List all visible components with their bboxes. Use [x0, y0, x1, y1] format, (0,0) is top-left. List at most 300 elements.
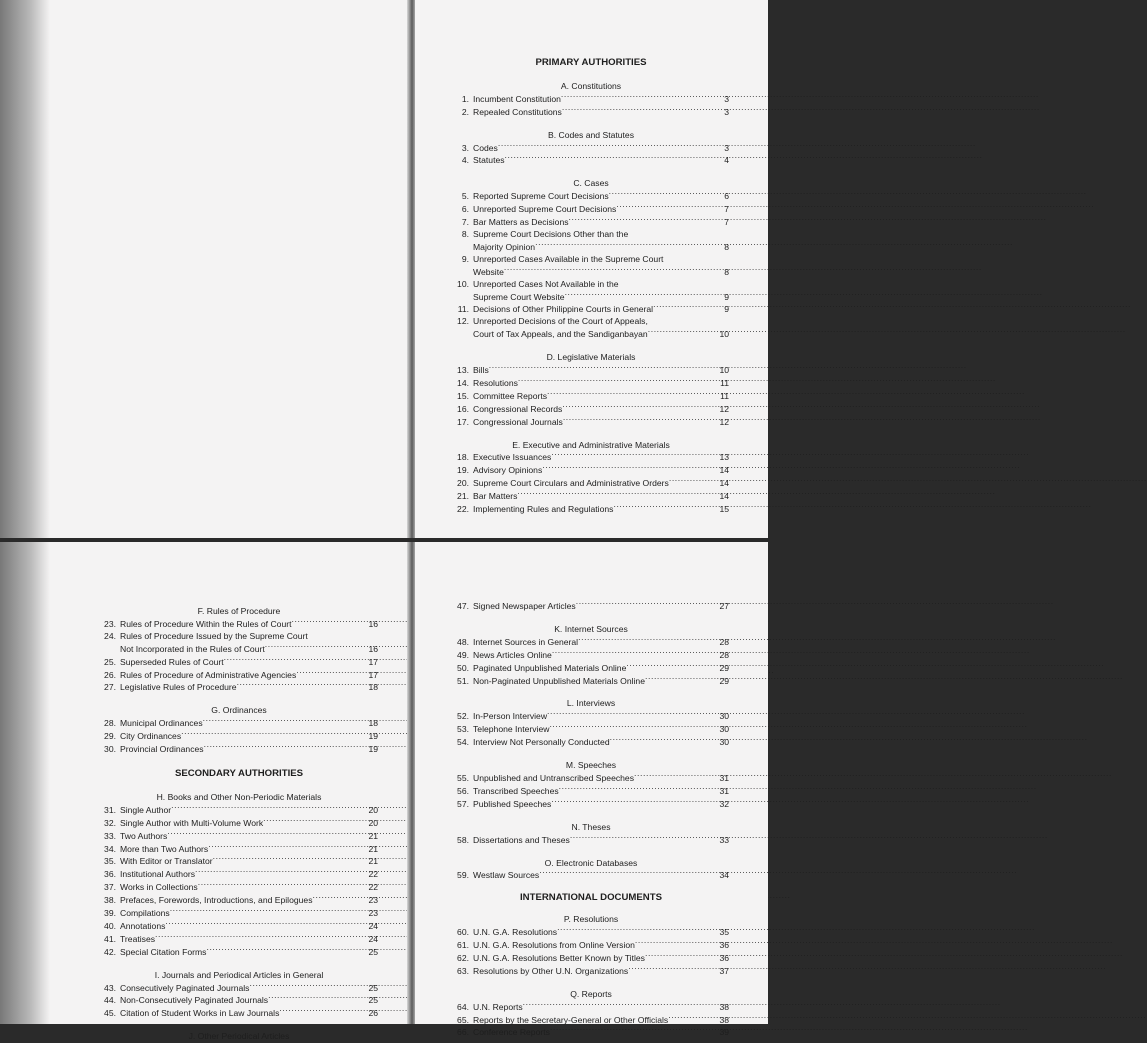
- entry-number: 60.: [457, 927, 469, 938]
- entry-title: Rules of Procedure Issued by the Supreme Court: [120, 630, 308, 641]
- entry-number: 41.: [104, 933, 116, 944]
- dot-leader: [628, 965, 719, 974]
- spacer: [453, 904, 729, 914]
- entry-title: Unreported Cases Not Available in the: [473, 278, 619, 289]
- entry-page-number: 37: [719, 965, 729, 976]
- primary-authorities-heading: PRIMARY AUTHORITIES: [535, 57, 647, 68]
- entry-number: 61.: [457, 940, 469, 951]
- entry-number: 9.: [461, 253, 469, 264]
- entry-number: 65.: [457, 1014, 469, 1025]
- entry-title: Single Author: [120, 804, 172, 815]
- entry-page-number: 9: [724, 304, 729, 315]
- entry-number: 16.: [457, 403, 469, 414]
- entry-number: 31.: [104, 804, 116, 815]
- dot-leader: [653, 303, 724, 312]
- entry-page-number: 9: [724, 291, 729, 302]
- dot-leader: [576, 600, 720, 609]
- entry-page-number: 33: [719, 834, 729, 845]
- entry-title: Congressional Journals: [473, 416, 563, 427]
- entry-page-number: 21: [368, 856, 378, 867]
- entry-page-number: 17: [368, 669, 378, 680]
- entry-title: City Ordinances: [120, 731, 182, 742]
- section-title: C. Cases: [573, 178, 609, 189]
- dot-leader: [635, 939, 720, 948]
- entry-title: Works in Collections: [120, 882, 198, 893]
- toc-entry: [453, 303, 729, 316]
- page-top-left: [0, 0, 410, 538]
- toc-entry: [453, 106, 729, 119]
- entry-number: 13.: [457, 365, 469, 376]
- entry-number: 23.: [104, 618, 116, 629]
- toc-column-international: [453, 600, 729, 1039]
- entry-number: 27.: [104, 682, 116, 693]
- entry-title: Westlaw Sources: [473, 870, 540, 881]
- toc-entry: [453, 154, 729, 167]
- entry-page-number: 7: [724, 204, 729, 215]
- entry-title-continued: Website: [473, 266, 504, 277]
- entry-number: 25.: [104, 656, 116, 667]
- entry-page-number: 12: [719, 416, 729, 427]
- dot-leader: [504, 266, 724, 275]
- entry-number: 7.: [461, 217, 469, 228]
- toc-entry: [453, 736, 729, 749]
- entry-title: Unreported Supreme Court Decisions: [473, 204, 617, 215]
- entry-page-number: 34: [719, 870, 729, 881]
- entry-title: Single Author with Multi-Volume Work: [120, 817, 264, 828]
- entry-title: Telephone Interview: [473, 724, 550, 735]
- entry-title: Dissertations and Theses: [473, 834, 570, 845]
- entry-number: 8.: [461, 228, 469, 239]
- dot-leader: [565, 291, 725, 300]
- toc-entry: [100, 618, 378, 631]
- dot-leader: [206, 946, 368, 955]
- dot-leader: [518, 377, 720, 386]
- dot-leader: [562, 403, 719, 412]
- spacer: [453, 749, 729, 760]
- dot-leader: [539, 869, 719, 878]
- entry-title: News Articles Online: [473, 649, 552, 660]
- entry-title-continued: Majority Opinion: [473, 241, 536, 252]
- dot-leader: [198, 881, 369, 890]
- entry-title: Resolutions by Other U.N. Organizations: [473, 965, 629, 976]
- section-title: O. Electronic Databases: [544, 857, 638, 868]
- toc-entry: [453, 834, 729, 847]
- entry-page-number: 28: [719, 636, 729, 647]
- entry-title: Committee Reports: [473, 390, 548, 401]
- entry-page-number: 13: [719, 452, 729, 463]
- entry-page-number: 14: [719, 465, 729, 476]
- entry-number: 1.: [461, 93, 469, 104]
- entry-page-number: 16: [368, 643, 378, 654]
- entry-number: 30.: [104, 744, 116, 755]
- spacer: [100, 780, 378, 792]
- entry-page-number: 35: [719, 927, 729, 938]
- entry-title: Advisory Opinions: [473, 465, 543, 476]
- entry-number: 3.: [461, 142, 469, 153]
- entry-title: Institutional Authors: [120, 869, 196, 880]
- entry-page-number: 25: [368, 946, 378, 957]
- entry-page-number: 26: [368, 1008, 378, 1019]
- dot-leader: [551, 451, 719, 460]
- entry-page-number: 25: [368, 982, 378, 993]
- entry-title: Supreme Court Decisions Other than the: [473, 228, 629, 239]
- dot-leader: [669, 477, 720, 486]
- spacer: [100, 959, 378, 970]
- entry-page-number: 23: [368, 908, 378, 919]
- entry-title: Bar Matters as Decisions: [473, 217, 569, 228]
- section-title: I. Journals and Periodical Articles in General: [154, 969, 324, 980]
- entry-title: Decisions of Other Philippine Courts in General: [473, 304, 654, 315]
- entry-title: U.N. Reports: [473, 1001, 523, 1012]
- entry-title: Statutes: [473, 155, 505, 166]
- spacer: [100, 694, 378, 705]
- section-title: B. Codes and Statutes: [548, 129, 634, 140]
- entry-page-number: 6: [724, 191, 729, 202]
- toc-column-secondary: [100, 606, 378, 1043]
- section-title: J. Other Periodical Articles: [188, 1031, 290, 1042]
- entry-title: Bar Matters: [473, 491, 518, 502]
- dot-leader: [523, 1001, 720, 1010]
- dot-leader: [535, 241, 724, 250]
- entry-number: 35.: [104, 856, 116, 867]
- spacer: [453, 341, 729, 352]
- dot-leader: [213, 855, 369, 864]
- entry-page-number: 38: [719, 1001, 729, 1012]
- entry-title: Paginated Unpublished Materials Online: [473, 662, 627, 673]
- dot-leader: [616, 203, 724, 212]
- entry-title: Unreported Cases Available in the Supreme Court: [473, 253, 664, 264]
- entry-number: 2.: [461, 106, 469, 117]
- entry-page-number: 28: [719, 649, 729, 660]
- entry-number: 12.: [457, 316, 469, 327]
- entry-number: 51.: [457, 675, 469, 686]
- toc-entry: [453, 216, 729, 229]
- entry-title: Reported Supreme Court Decisions: [473, 191, 609, 202]
- entry-page-number: 29: [719, 662, 729, 673]
- entry-number: 57.: [457, 798, 469, 809]
- entry-number: 43.: [104, 982, 116, 993]
- dot-leader: [291, 618, 368, 627]
- entry-page-number: 30: [719, 724, 729, 735]
- dot-leader: [668, 1014, 719, 1023]
- entry-title-continued: Supreme Court Website: [473, 291, 565, 302]
- entry-page-number: 20: [368, 804, 378, 815]
- entry-title: Implementing Rules and Regulations: [473, 504, 614, 515]
- entry-title-continued: Not Incorporated in the Rules of Court: [120, 643, 265, 654]
- dot-leader: [498, 142, 724, 151]
- entry-number: 45.: [104, 1008, 116, 1019]
- entry-title: Municipal Ordinances: [120, 718, 203, 729]
- entry-page-number: 22: [368, 882, 378, 893]
- spacer: [453, 613, 729, 624]
- entry-page-number: 30: [719, 737, 729, 748]
- entry-title: Codes: [473, 142, 498, 153]
- entry-title: Conference Reports: [473, 1027, 550, 1038]
- entry-number: 53.: [457, 724, 469, 735]
- entry-page-number: 31: [719, 772, 729, 783]
- spacer: [100, 1020, 378, 1031]
- secondary-authorities-heading: SECONDARY AUTHORITIES: [174, 767, 304, 779]
- entry-title: Reports by the Secretary-General or Other Officials: [473, 1014, 669, 1025]
- dot-leader: [613, 503, 719, 512]
- entry-number: 32.: [104, 817, 116, 828]
- entry-number: 62.: [457, 952, 469, 963]
- entry-page-number: 39: [719, 1027, 729, 1038]
- toc-entry: [100, 946, 378, 959]
- entry-page-number: 3: [724, 106, 729, 117]
- entry-title: U.N. G.A. Resolutions Better Known by Titles: [473, 952, 645, 963]
- dot-leader: [265, 643, 369, 652]
- entry-number: 49.: [457, 649, 469, 660]
- entry-title: Published Speeches: [473, 798, 552, 809]
- entry-number: 6.: [461, 204, 469, 215]
- entry-page-number: 20: [368, 817, 378, 828]
- toc-entry: [100, 681, 378, 694]
- entry-page-number: 3: [724, 93, 729, 104]
- entry-page-number: 32: [719, 798, 729, 809]
- entry-number: 66.: [457, 1027, 469, 1038]
- entry-title: Treatises: [120, 933, 156, 944]
- dot-leader: [237, 681, 369, 690]
- entry-number: 40.: [104, 920, 116, 931]
- entry-page-number: 21: [368, 843, 378, 854]
- entry-title: Legislative Rules of Procedure: [120, 682, 237, 693]
- dot-leader: [551, 798, 719, 807]
- entry-title: Transcribed Speeches: [473, 785, 559, 796]
- entry-page-number: 38: [719, 1014, 729, 1025]
- entry-page-number: 27: [719, 601, 729, 611]
- entry-title: More than Two Authors: [120, 843, 209, 854]
- dot-leader: [610, 736, 720, 745]
- entry-number: 22.: [457, 504, 469, 515]
- entry-number: 36.: [104, 869, 116, 880]
- toc-entry: [100, 743, 378, 756]
- section-title: E. Executive and Administrative Materials: [512, 439, 670, 450]
- entry-page-number: 31: [719, 785, 729, 796]
- page-bottom-right: [415, 542, 768, 1038]
- entry-number: 26.: [104, 669, 116, 680]
- entry-title-continued: Court of Tax Appeals, and the Sandiganbayan: [473, 329, 648, 340]
- dot-leader: [569, 216, 725, 225]
- entry-title: Citation of Student Works in Law Journals: [120, 1008, 280, 1019]
- entry-number: 38.: [104, 895, 116, 906]
- international-documents-heading: INTERNATIONAL DOCUMENTS: [520, 892, 662, 904]
- dot-leader: [195, 868, 368, 877]
- dot-leader: [171, 804, 368, 813]
- entry-number: 42.: [104, 946, 116, 957]
- entry-page-number: 11: [720, 377, 729, 388]
- entry-page-number: 29: [719, 675, 729, 686]
- dot-leader: [170, 907, 369, 916]
- entry-title: Annotations: [120, 920, 166, 931]
- entry-page-number: 11: [720, 390, 729, 401]
- toc-entry: [453, 965, 729, 978]
- dot-leader: [648, 328, 720, 337]
- spacer: [100, 756, 378, 768]
- dot-leader: [155, 933, 368, 942]
- entry-number: 48.: [457, 636, 469, 647]
- section-title: Q. Reports: [570, 988, 612, 999]
- toc-entry: [453, 416, 729, 429]
- toc-column-primary: [453, 57, 729, 516]
- dot-leader: [562, 106, 724, 115]
- dot-leader: [547, 710, 719, 719]
- spacer: [453, 167, 729, 178]
- section-title: P. Resolutions: [563, 914, 619, 925]
- entry-title: U.N. G.A. Resolutions from Online Version: [473, 940, 635, 951]
- entry-number: 34.: [104, 843, 116, 854]
- entry-page-number: 7: [724, 217, 729, 228]
- entry-title: Superseded Rules of Court: [120, 656, 224, 667]
- page-edge-shadow: [0, 0, 50, 538]
- toc-entry: [453, 600, 729, 613]
- toc-entry: [453, 798, 729, 811]
- dot-leader: [552, 649, 720, 658]
- entry-number: 50.: [457, 662, 469, 673]
- entry-page-number: 30: [719, 711, 729, 722]
- entry-page-number: 3: [724, 142, 729, 153]
- entry-page-number: 14: [719, 478, 729, 489]
- entry-number: 56.: [457, 785, 469, 796]
- entry-number: 18.: [457, 452, 469, 463]
- entry-title: Two Authors: [120, 830, 168, 841]
- entry-page-number: 18: [368, 682, 378, 693]
- dot-leader: [547, 390, 720, 399]
- spacer: [453, 119, 729, 130]
- entry-page-number: 4: [724, 155, 729, 166]
- entry-number: 54.: [457, 737, 469, 748]
- dot-leader: [563, 416, 720, 425]
- entry-title: Provincial Ordinances: [120, 744, 204, 755]
- toc-entry-continued: [453, 241, 729, 254]
- section-title: H. Books and Other Non-Periodic Materials: [156, 791, 322, 802]
- entry-number: 55.: [457, 772, 469, 783]
- entry-page-number: 36: [719, 952, 729, 963]
- spacer: [453, 978, 729, 989]
- entry-title: Unreported Decisions of the Court of Appeals,: [473, 316, 648, 327]
- entry-number: 59.: [457, 870, 469, 881]
- entry-number: 39.: [104, 908, 116, 919]
- section-title: A. Constitutions: [560, 80, 622, 91]
- entry-title: Special Citation Forms: [120, 946, 207, 957]
- dot-leader: [165, 920, 368, 929]
- dot-leader: [570, 834, 720, 843]
- section-title: D. Legislative Materials: [546, 352, 636, 363]
- spacer: [453, 429, 729, 440]
- entry-page-number: 18: [368, 718, 378, 729]
- entry-page-number: 24: [368, 920, 378, 931]
- entry-number: 21.: [457, 491, 469, 502]
- page-bottom-left: [0, 542, 410, 1042]
- dot-leader: [634, 772, 719, 781]
- entry-title: Repealed Constitutions: [473, 106, 562, 117]
- dot-leader: [224, 656, 369, 665]
- toc-entry: [453, 675, 729, 688]
- entry-number: 47.: [457, 601, 469, 611]
- entry-number: 20.: [457, 478, 469, 489]
- entry-number: 37.: [104, 882, 116, 893]
- entry-title: Non-Consecutively Paginated Journals: [120, 995, 269, 1006]
- entry-number: 4.: [461, 155, 469, 166]
- entry-page-number: 23: [368, 895, 378, 906]
- entry-number: 19.: [457, 465, 469, 476]
- section-title: N. Theses: [571, 821, 611, 832]
- section-title: K. Internet Sources: [554, 623, 628, 634]
- dot-leader: [645, 952, 719, 961]
- entry-number: 15.: [457, 390, 469, 401]
- entry-title: Signed Newspaper Articles: [473, 601, 576, 611]
- section-title: F. Rules of Procedure: [197, 606, 281, 616]
- entry-page-number: 15: [719, 504, 729, 515]
- dot-leader: [249, 982, 368, 991]
- entry-title: Non-Paginated Unpublished Materials Online: [473, 675, 645, 686]
- entry-number: 24.: [104, 630, 116, 641]
- entry-title: Bills: [473, 365, 489, 376]
- section-title: M. Speeches: [565, 760, 617, 771]
- entry-number: 14.: [457, 377, 469, 388]
- page-edge-shadow: [0, 542, 50, 1024]
- entry-title: Internet Sources in General: [473, 636, 579, 647]
- entry-page-number: 21: [368, 830, 378, 841]
- entry-page-number: 25: [368, 995, 378, 1006]
- entry-page-number: 10: [719, 329, 729, 340]
- dot-leader: [204, 743, 369, 752]
- entry-number: 63.: [457, 965, 469, 976]
- toc-entry: [453, 503, 729, 516]
- dot-leader: [279, 1007, 368, 1016]
- entry-page-number: 14: [719, 491, 729, 502]
- dot-leader: [578, 636, 719, 645]
- entry-number: 17.: [457, 416, 469, 427]
- entry-title: U.N. G.A. Resolutions: [473, 927, 558, 938]
- dot-leader: [208, 843, 368, 852]
- entry-number: 28.: [104, 718, 116, 729]
- spacer: [453, 687, 729, 698]
- entry-number: 64.: [457, 1001, 469, 1012]
- page-top-right: [415, 0, 768, 538]
- dot-leader: [561, 93, 724, 102]
- entry-title: With Editor or Translator: [120, 856, 213, 867]
- dot-leader: [203, 717, 369, 726]
- dot-leader: [645, 675, 719, 684]
- dot-leader: [489, 364, 720, 373]
- dot-leader: [268, 994, 368, 1003]
- entry-page-number: 12: [719, 403, 729, 414]
- entry-number: 44.: [104, 995, 116, 1006]
- spacer: [453, 847, 729, 858]
- dot-leader: [181, 730, 368, 739]
- entry-title: Incumbent Constitution: [473, 93, 561, 104]
- entry-number: 29.: [104, 731, 116, 742]
- entry-number: 11.: [457, 304, 469, 315]
- entry-title: Prefaces, Forewords, Introductions, and Epilogues: [120, 895, 313, 906]
- entry-number: 5.: [461, 191, 469, 202]
- dot-leader: [296, 669, 368, 678]
- entry-number: 33.: [104, 830, 116, 841]
- entry-title: Congressional Records: [473, 403, 563, 414]
- spacer: [453, 882, 729, 892]
- toc-entry-continued: [453, 328, 729, 341]
- entry-title: Rules of Procedure Within the Rules of Court: [120, 618, 292, 629]
- entry-title: Compilations: [120, 908, 170, 919]
- dot-leader: [313, 894, 369, 903]
- toc-entry: [100, 1007, 378, 1020]
- entry-title: In-Person Interview: [473, 711, 548, 722]
- entry-number: 10.: [457, 278, 469, 289]
- entry-number: 58.: [457, 834, 469, 845]
- dot-leader: [167, 830, 368, 839]
- entry-page-number: 19: [368, 744, 378, 755]
